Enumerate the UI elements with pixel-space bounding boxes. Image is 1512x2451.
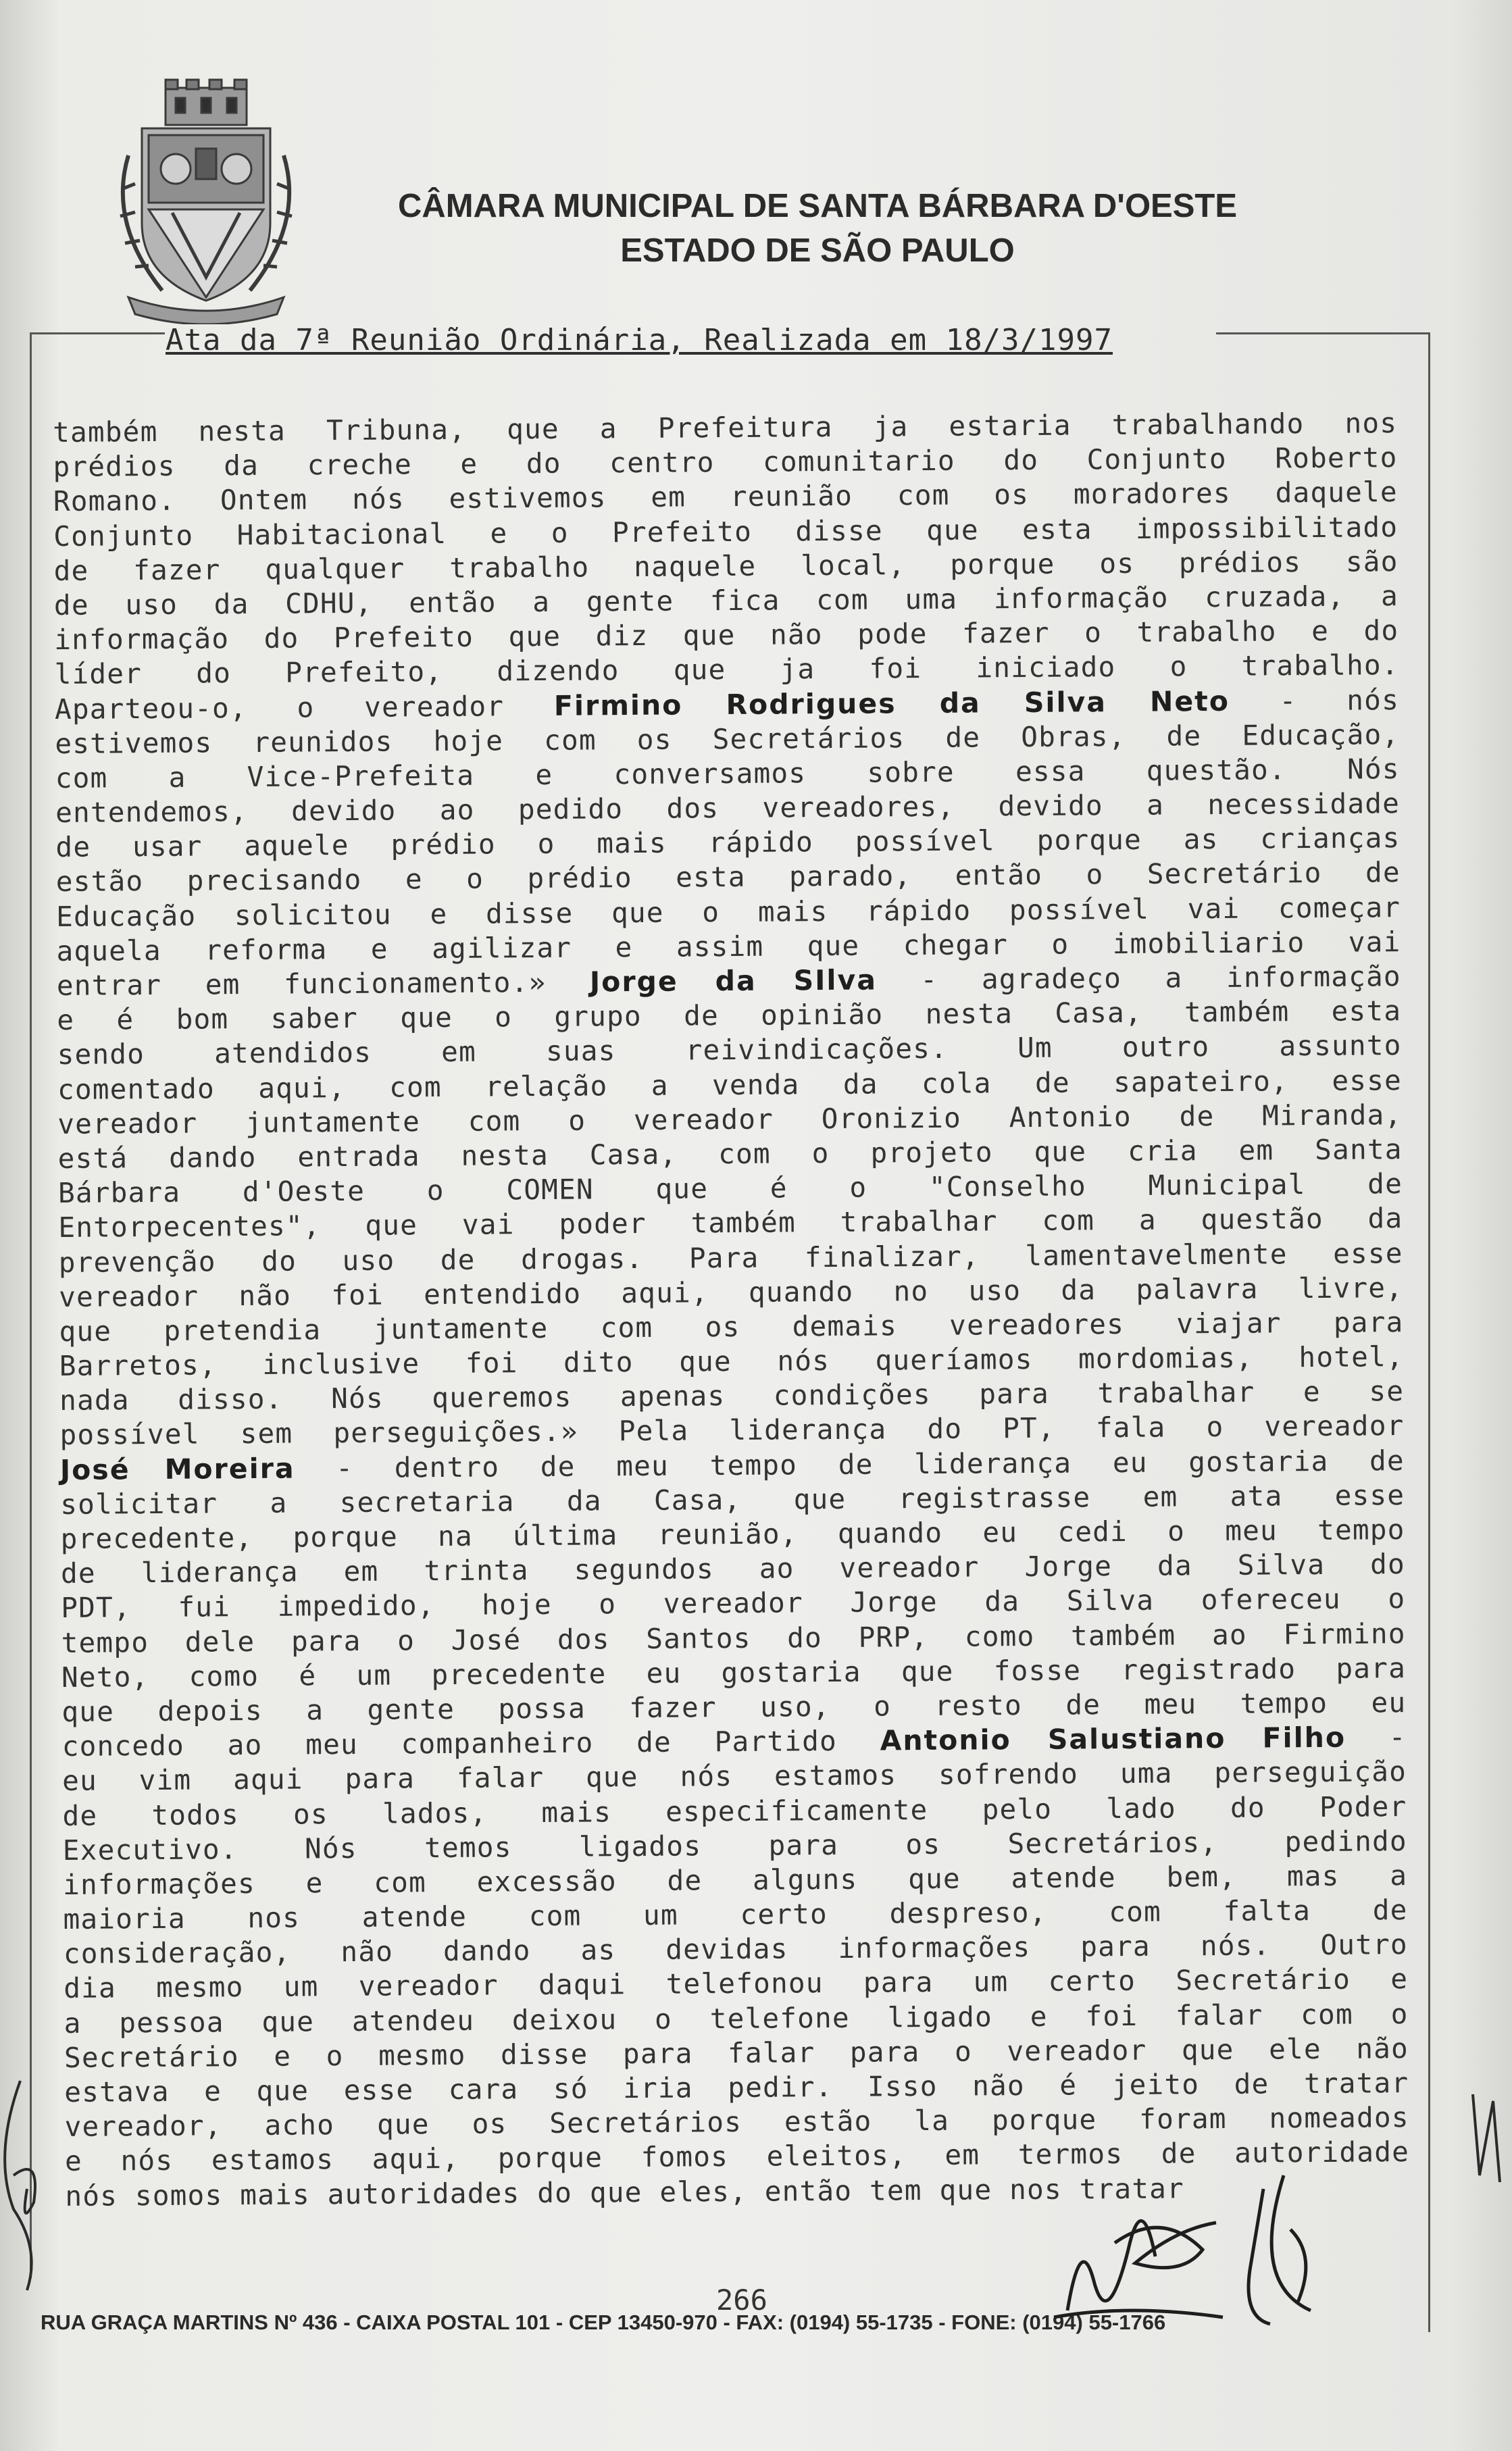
text-segment: está dando entrada nesta Casa, com o projeto que cria em Santa: [57, 1133, 1403, 1175]
text-segment: entrar em funcionamento.»: [56, 965, 590, 1002]
header-line-1: CÂMARA MUNICIPAL DE SANTA BÁRBARA D'OESTE: [397, 188, 1238, 224]
minutes-body: [53, 406, 1410, 2214]
text-segment: - agradeço a informação: [876, 960, 1402, 996]
text-segment: informação do Prefeito que diz que não pode fazer o trabalho e do: [54, 614, 1399, 657]
text-segment: vereador não foi entendido aqui, quando no uso da palavra livre,: [58, 1271, 1404, 1313]
text-segment: Conjunto Habitacional e o Prefeito disse que esta impossibilitado: [53, 510, 1398, 553]
text-segment: prédios da creche e do centro comunitario do Conjunto Roberto: [53, 441, 1398, 484]
minutes-title: Ata da 7ª Reunião Ordinária, Realizada em 18/3/1997: [166, 323, 1113, 357]
text-segment: líder do Prefeito, dizendo que ja foi iniciado o trabalho.: [54, 649, 1399, 691]
text-segment: de fazer qualquer trabalho naquele local, porque os prédios são: [53, 545, 1398, 587]
text-segment: de uso da CDHU, então a gente fica com uma informação cruzada, a: [53, 580, 1399, 622]
text-segment: Aparteou-o, o vereador: [54, 689, 555, 726]
text-segment: informações e com excessão de alguns que atende bem, mas a: [63, 1859, 1408, 1901]
text-segment: vereador, acho que os Secretários estão la porque foram nomeados: [64, 2101, 1409, 2144]
text-segment: Secretário e o mesmo disse para falar para o vereador que ele não: [64, 2031, 1409, 2074]
header-line-2: ESTADO DE SÃO PAULO: [620, 232, 1015, 269]
footer-text: RUA GRAÇA MARTINS Nº 436 - CAIXA POSTAL 101 - CEP 13450-970 - FAX: (0194) 55-1735 - FONE: (0194) 55-1766: [41, 2310, 1166, 2334]
text-segment: Bárbara d'Oeste o COMEN que é o "Conselho Municipal de: [57, 1167, 1403, 1210]
text-segment: concedo ao meu companheiro de Partido: [61, 1724, 880, 1763]
text-segment: a pessoa que atendeu deixou o telefone ligado e foi falar com o: [64, 1997, 1409, 2040]
text-segment: - dentro de meu tempo de liderança eu gostaria de: [295, 1444, 1405, 1485]
page-border-left: [30, 332, 32, 2278]
speaker-name: José Moreira: [59, 1452, 295, 1486]
text-segment: de todos os lados, mais especificamente pelo lado do Poder: [62, 1790, 1407, 1832]
text-segment: sendo atendidos em suas reivindicações. Um outro assunto: [57, 1029, 1402, 1071]
text-segment: vereador juntamente com o vereador Oronizio Antonio de Miranda,: [57, 1098, 1403, 1140]
text-segment: comentado aqui, com relação a venda da cola de sapateiro, esse: [57, 1063, 1403, 1106]
page-border-top-left: [30, 332, 165, 334]
page-border-top-right: [1216, 332, 1430, 334]
text-segment: também nesta Tribuna, que a Prefeitura ja estaria trabalhando nos: [53, 407, 1398, 449]
text-segment: consideração, não dando as devidas informações para nós. Outro: [63, 1928, 1409, 1971]
text-segment: nós somos mais autoridades do que eles, então tem que nos tratar: [65, 2171, 1185, 2213]
text-segment: eu vim aqui para falar que nós estamos sofrendo uma perseguição: [61, 1755, 1407, 1798]
text-segment: que depois a gente possa fazer uso, o resto de meu tempo eu: [61, 1686, 1407, 1728]
municipal-coat-of-arms-icon: [101, 74, 311, 324]
text-segment: dia mesmo um vereador daqui telefonou para um certo Secretário e: [64, 1963, 1409, 2005]
text-segment: Barretos, inclusive foi dito que nós queríamos mordomias, hotel,: [59, 1340, 1404, 1383]
text-segment: maioria nos atende com um certo despreso, com falta de: [63, 1894, 1408, 1936]
speaker-name: Firmino Rodrigues da Silva Neto: [553, 684, 1230, 722]
speaker-name: Antonio Salustiano Filho: [880, 1721, 1346, 1757]
text-segment: - nós: [1229, 683, 1400, 717]
text-segment: estão precisando e o prédio esta parado, então o Secretário de: [55, 856, 1401, 899]
text-segment: estivemos reunidos hoje com os Secretários de Obras, de Educação,: [55, 717, 1400, 760]
text-segment: Neto, como é um precedente eu gostaria que fosse registrado para: [61, 1651, 1407, 1694]
text-segment: -: [1345, 1721, 1407, 1754]
handwritten-signature-icon: [1466, 2081, 1507, 2189]
handwritten-signature-icon: [1027, 2148, 1405, 2351]
page-border-right: [1428, 332, 1430, 2332]
text-segment: e é bom saber que o grupo de opinião nesta Casa, também esta: [57, 994, 1402, 1037]
text-segment: entendemos, devido ao pedido dos vereadores, devido a necessidade: [55, 787, 1401, 830]
speaker-name: Jorge da SIlva: [589, 963, 878, 999]
text-segment: que pretendia juntamente com os demais vereadores viajar para: [59, 1305, 1404, 1348]
text-segment: de usar aquele prédio o mais rápido possível porque as crianças: [55, 822, 1401, 864]
text-segment: precedente, porque na última reunião, quando eu cedi o meu tempo: [60, 1513, 1405, 1555]
text-segment: Executivo. Nós temos ligados para os Secretários, pedindo: [62, 1824, 1407, 1867]
text-segment: Entorpecentes", que vai poder também trabalhar com a questão da: [58, 1202, 1403, 1244]
text-segment: PDT, fui impedido, hoje o vereador Jorge da Silva ofereceu o: [61, 1582, 1406, 1625]
text-segment: e nós estamos aqui, porque fomos eleitos, em termos de autoridade: [64, 2136, 1410, 2178]
text-segment: tempo dele para o José dos Santos do PRP, como também ao Firmino: [61, 1617, 1406, 1659]
header-institution: [378, 184, 1257, 273]
page-number: 266: [716, 2283, 767, 2317]
text-segment: de liderança em trinta segundos ao vereador Jorge da Silva do: [60, 1548, 1406, 1590]
text-segment: estava e que esse cara só iria pedir. Isso não é jeito de tratar: [64, 2067, 1409, 2108]
text-segment: com a Vice-Prefeita e conversamos sobre essa questão. Nós: [55, 752, 1400, 794]
text-segment: nada disso. Nós queremos apenas condições para trabalhar e se: [59, 1375, 1405, 1417]
text-segment: Educação solicitou e disse que o mais rápido possível vai começar: [56, 890, 1401, 933]
text-segment: solicitar a secretaria da Casa, que registrasse em ata esse: [60, 1478, 1405, 1521]
handwritten-signature-icon: [0, 2074, 74, 2297]
text-segment: Romano. Ontem nós estivemos em reunião com os moradores daquele: [53, 476, 1398, 518]
text-segment: aquela reforma e agilizar e assim que chegar o imobiliario vai: [56, 925, 1401, 967]
text-segment: possível sem perseguições.» Pela liderança do PT, fala o vereador: [59, 1409, 1405, 1452]
text-segment: prevenção do uso de drogas. Para finalizar, lamentavelmente esse: [58, 1236, 1403, 1279]
